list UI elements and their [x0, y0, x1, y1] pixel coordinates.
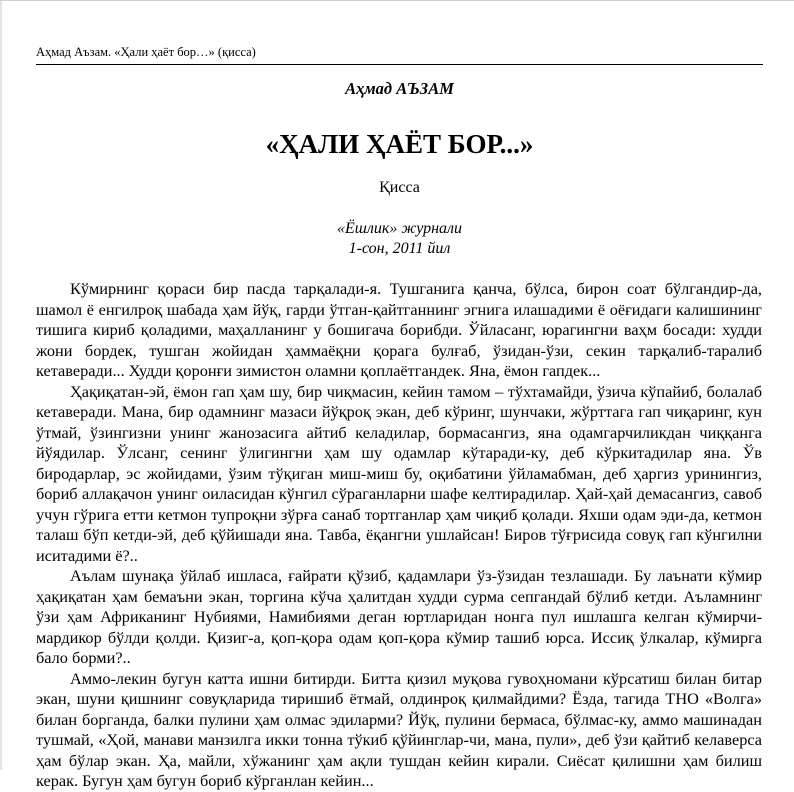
running-header: Аҳмад Аъзам. «Ҳали ҳаёт бор…» (қисса): [36, 45, 256, 59]
paragraph: Аълам шунақа ўйлаб ишласа, ғайрати қўзиб, қадамлари ўз-ўзидан тезлашади. Бу лаънати кўмир ҳақиқатан ҳам бемаъни экан, торгина кўча ҳалитдан худди сурма сепгандай бўлиб кетди. Аъламнинг ўзи ҳам Африканинг Нубиями, Намибиями деган юртларидан нонга пул ишлашга келган кўмирчи-мардикор бўлди қолди. Қизиг-а, қоп-қора одам қоп-қора кўмир ташиб юрса. Иссиқ ўлкалар, кўмирга бало борми?..: [36, 566, 762, 667]
genre-label: Қисса: [379, 179, 420, 196]
paragraph: Ҳақиқатан-эй, ёмон гап ҳам шу, бир чиқмасин, кейин тамом – тўхтамайди, ўзича кўпайиб, болалаб кетаверади. Мана, бир одамнинг мазаси йўқроқ экан, деб кўринг, шунчаки, жўрттага гап чиқаринг, кун ўтмай, ўзингизни унинг жанозасига айтиб келадилар, бормасангиз, яна одамгарчиликдан чиққанга йўядилар. Ўлсанг, сенинг ўлигингни ҳам шу одамлар кўтаради-ку, деб кўркитадилар яна. Ўв биродарлар, эс жойидами, ўзим тўқиган миш-миш бу, оқибатини ўйламабман, деб ҳаргиз уринингиз, бориб аллақачон унинг оиласидан кўнгил сўраганларни шафе келтирадилар. Ҳай-ҳай демасангиз, савоб учун гўрига етти кетмон тупроқни зўрға санаб тортганлар ҳам чиқиб қолади. Яхши одам эди-да, кетмон талаш бўп кетди-эй, деб қўйишади яна. Тавба, ёқангни ушлайсан! Биров тўғрисида совуқ гап кўнгилни иситадими ё?..: [36, 381, 762, 565]
author-name: Аҳмад АЪЗАМ: [345, 79, 454, 98]
publication-source: [36, 219, 763, 259]
header-divider: [36, 64, 763, 65]
page-edge: [0, 0, 2, 770]
paragraph: Кўмирнинг қораси бир пасда тарқалади-я. Тушганига қанча, бўлса, бирон соат бўлгандир-да, шамол ё енгилроқ шабада ҳам йўқ, гарди ўтган-қайтганнинг эгнига илашадими ё оёғидаги калишининг тишига кириб қоладими, маҳалланинг у бошигача борибди. Ўйласанг, юрагингни ваҳм босади: худди жони бордек, тушган жойидан ҳаммаёқни қорага булғаб, ўзидан-ўзи, секин тарқалиб-таралиб кетаверади... Худди қоронғи зимистон оламни қоплаётгандек. Яна, ёмон гапдек...: [36, 279, 762, 380]
page-top-border: [0, 0, 794, 12]
paragraph: Аммо-лекин бугун катта ишни битирди. Битта қизил муқова гувоҳномани кўрсатиш билан битар экан, шуни қишнинг совуқларида тиришиб ётмай, олдинроқ қилмайдими? Ёзда, тагида ТНО «Волга» билан борганда, балки пулини ҳам олмас эдиларми? Йўқ, пулини бермаса, бўлмас-ку, аммо машинадан тушмай, «Ҳой, манави манзилга икки тонна тўкиб қўйинглар-чи, мана, пули», деб ўзи қайтиб келаверса ҳам бўлар экан. Ҳа, майли, хўжанинг ҳам ақли тушдан кейин кирали. Сиёсат қилишни ҳам билиш керак. Бугун ҳам бугун бориб кўрганлан кейин...: [36, 668, 762, 790]
body-text: [36, 279, 762, 792]
document-title: «ҲАЛИ ҲАЁТ БОР...»: [265, 129, 534, 159]
source-issue: 1-сон, 2011 йил: [348, 240, 451, 257]
source-journal: «Ёшлик» журнали: [337, 220, 462, 237]
